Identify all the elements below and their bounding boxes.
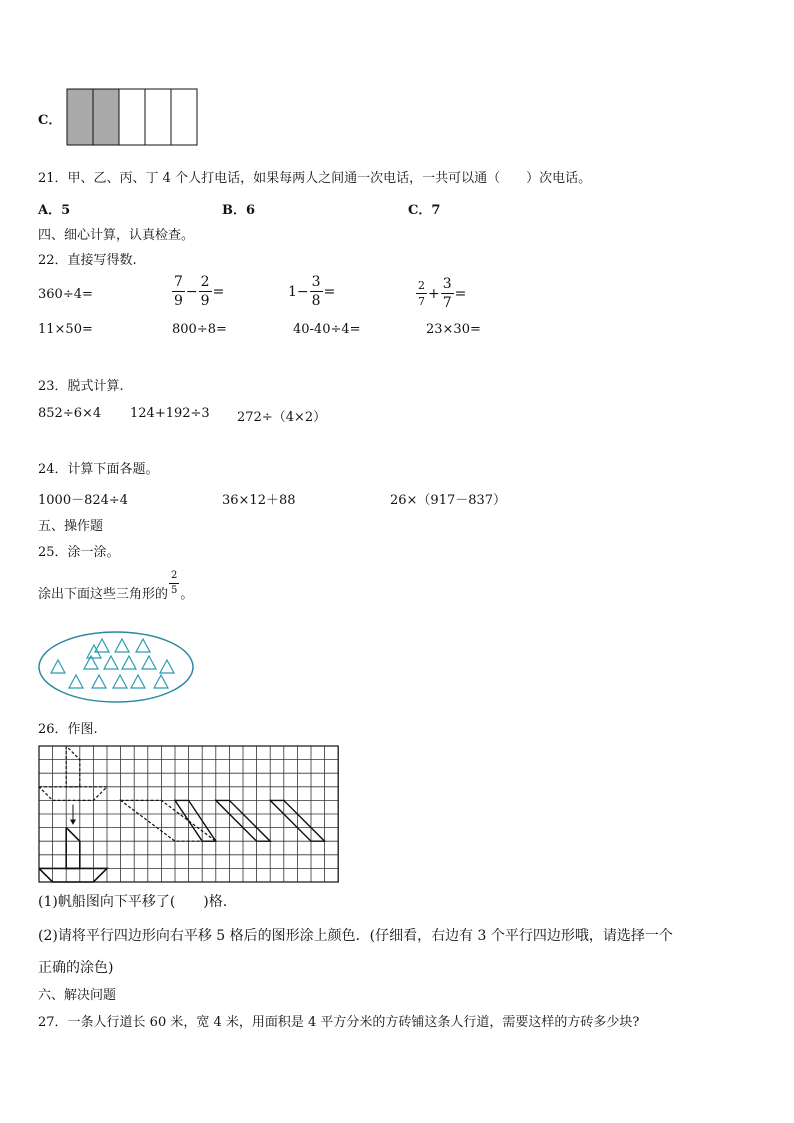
q22-row2-item-4: 23×30= <box>426 322 481 337</box>
triangle-shape <box>51 660 65 673</box>
q21-option-a: A．5 <box>38 203 71 218</box>
sailboat-moved-hull <box>39 868 107 882</box>
triangle-shape <box>131 675 145 688</box>
q23-title: 23．脱式计算. <box>38 379 124 394</box>
q24-item-1: 1000－824÷4 <box>38 493 129 508</box>
triangle-shape <box>92 675 106 688</box>
q22-item-2: $\frac{7}{9}$ − $\frac{2}{9}$ = <box>174 274 225 309</box>
triangle-shape <box>104 656 118 669</box>
q22-item-1: 360÷4= <box>38 287 93 302</box>
q26-sub2-line1: (2)请将平行四边形向右平移 5 格后的图形涂上颜色．(仔细看，右边有 3 个平行四边形哦，请选择一个 <box>38 928 673 944</box>
option-c-label: C． <box>38 113 62 128</box>
translation-grid-figure <box>38 745 340 883</box>
triangle-shape <box>142 656 156 669</box>
arrow-head-icon <box>70 819 76 824</box>
triangle-shape <box>69 675 83 688</box>
section-six-heading: 六、解决问题 <box>38 988 117 1003</box>
parallelogram-candidate <box>175 800 216 841</box>
q22-item-3: 1− $\frac{3}{8}$ = <box>288 274 336 309</box>
sailboat-original-sail <box>66 746 80 787</box>
triangle-ellipse-figure <box>36 630 198 706</box>
q25-title: 25．涂一涂。 <box>38 545 120 560</box>
q27-stem: 27．一条人行道长 60 米，宽 4 米，用面积是 4 平方分米的方砖铺这条人行道，需要这样的方砖多少块? <box>38 1015 640 1030</box>
q22-row2-item-2: 800÷8= <box>172 322 227 337</box>
q22-title: 22．直接写得数. <box>38 253 137 268</box>
triangle-shape <box>113 675 127 688</box>
q22-item-4: $\frac{2}{7}$ + $\frac{3}{7}$ = <box>418 276 467 311</box>
triangle-shape <box>154 675 168 688</box>
q21-stem: 21．甲、乙、丙、丁 4 个人打电话，如果每两人之间通一次电话，一共可以通（ ）次电话。 <box>38 171 592 186</box>
triangle-shape <box>122 656 136 669</box>
q23-item-3: 272÷（4×2） <box>237 410 327 425</box>
strip-cell <box>119 89 145 145</box>
strip-cell <box>145 89 171 145</box>
section-four-heading: 四、细心计算，认真检查。 <box>38 228 195 243</box>
q26-sub1: (1)帆船图向下平移了( )格. <box>38 894 228 910</box>
q21-option-c: C．7 <box>408 203 441 218</box>
fraction: $\frac{3}{8}$ <box>311 274 321 309</box>
q23-item-1: 852÷6×4 <box>38 406 102 421</box>
fraction: $\frac{7}{9}$ <box>174 274 183 309</box>
q26-sub2-line2: 正确的涂色) <box>38 960 114 976</box>
triangle-shape <box>115 639 129 652</box>
q21-option-b: B．6 <box>222 203 256 218</box>
strip-cell-shaded <box>67 89 93 145</box>
fraction-strip <box>66 88 198 146</box>
fraction: $\frac{2}{9}$ <box>200 274 210 309</box>
q23-item-2: 124+192÷3 <box>130 406 210 421</box>
q25-prompt: 涂出下面这些三角形的 $\frac{2}{5}$ 。 <box>38 570 194 602</box>
sailboat-original-hull <box>39 787 107 801</box>
fraction: $\frac{2}{7}$ <box>418 279 425 308</box>
q26-title: 26．作图. <box>38 722 98 737</box>
sailboat-moved-sail <box>66 828 80 869</box>
triangle-shape <box>136 639 150 652</box>
fraction: $\frac{2}{5}$ <box>171 570 178 596</box>
q24-item-3: 26×（917－837） <box>390 493 507 508</box>
q24-title: 24．计算下面各题。 <box>38 462 159 477</box>
strip-cell <box>171 89 197 145</box>
q24-item-2: 36×12＋88 <box>222 493 296 508</box>
section-five-heading: 五、操作题 <box>38 519 104 534</box>
fraction: $\frac{3}{7}$ <box>442 276 452 311</box>
triangle-shape <box>160 660 174 673</box>
q22-row2-item-1: 11×50= <box>38 322 93 337</box>
strip-cell-shaded <box>93 89 119 145</box>
q22-row2-item-3: 40-40÷4= <box>293 322 361 337</box>
